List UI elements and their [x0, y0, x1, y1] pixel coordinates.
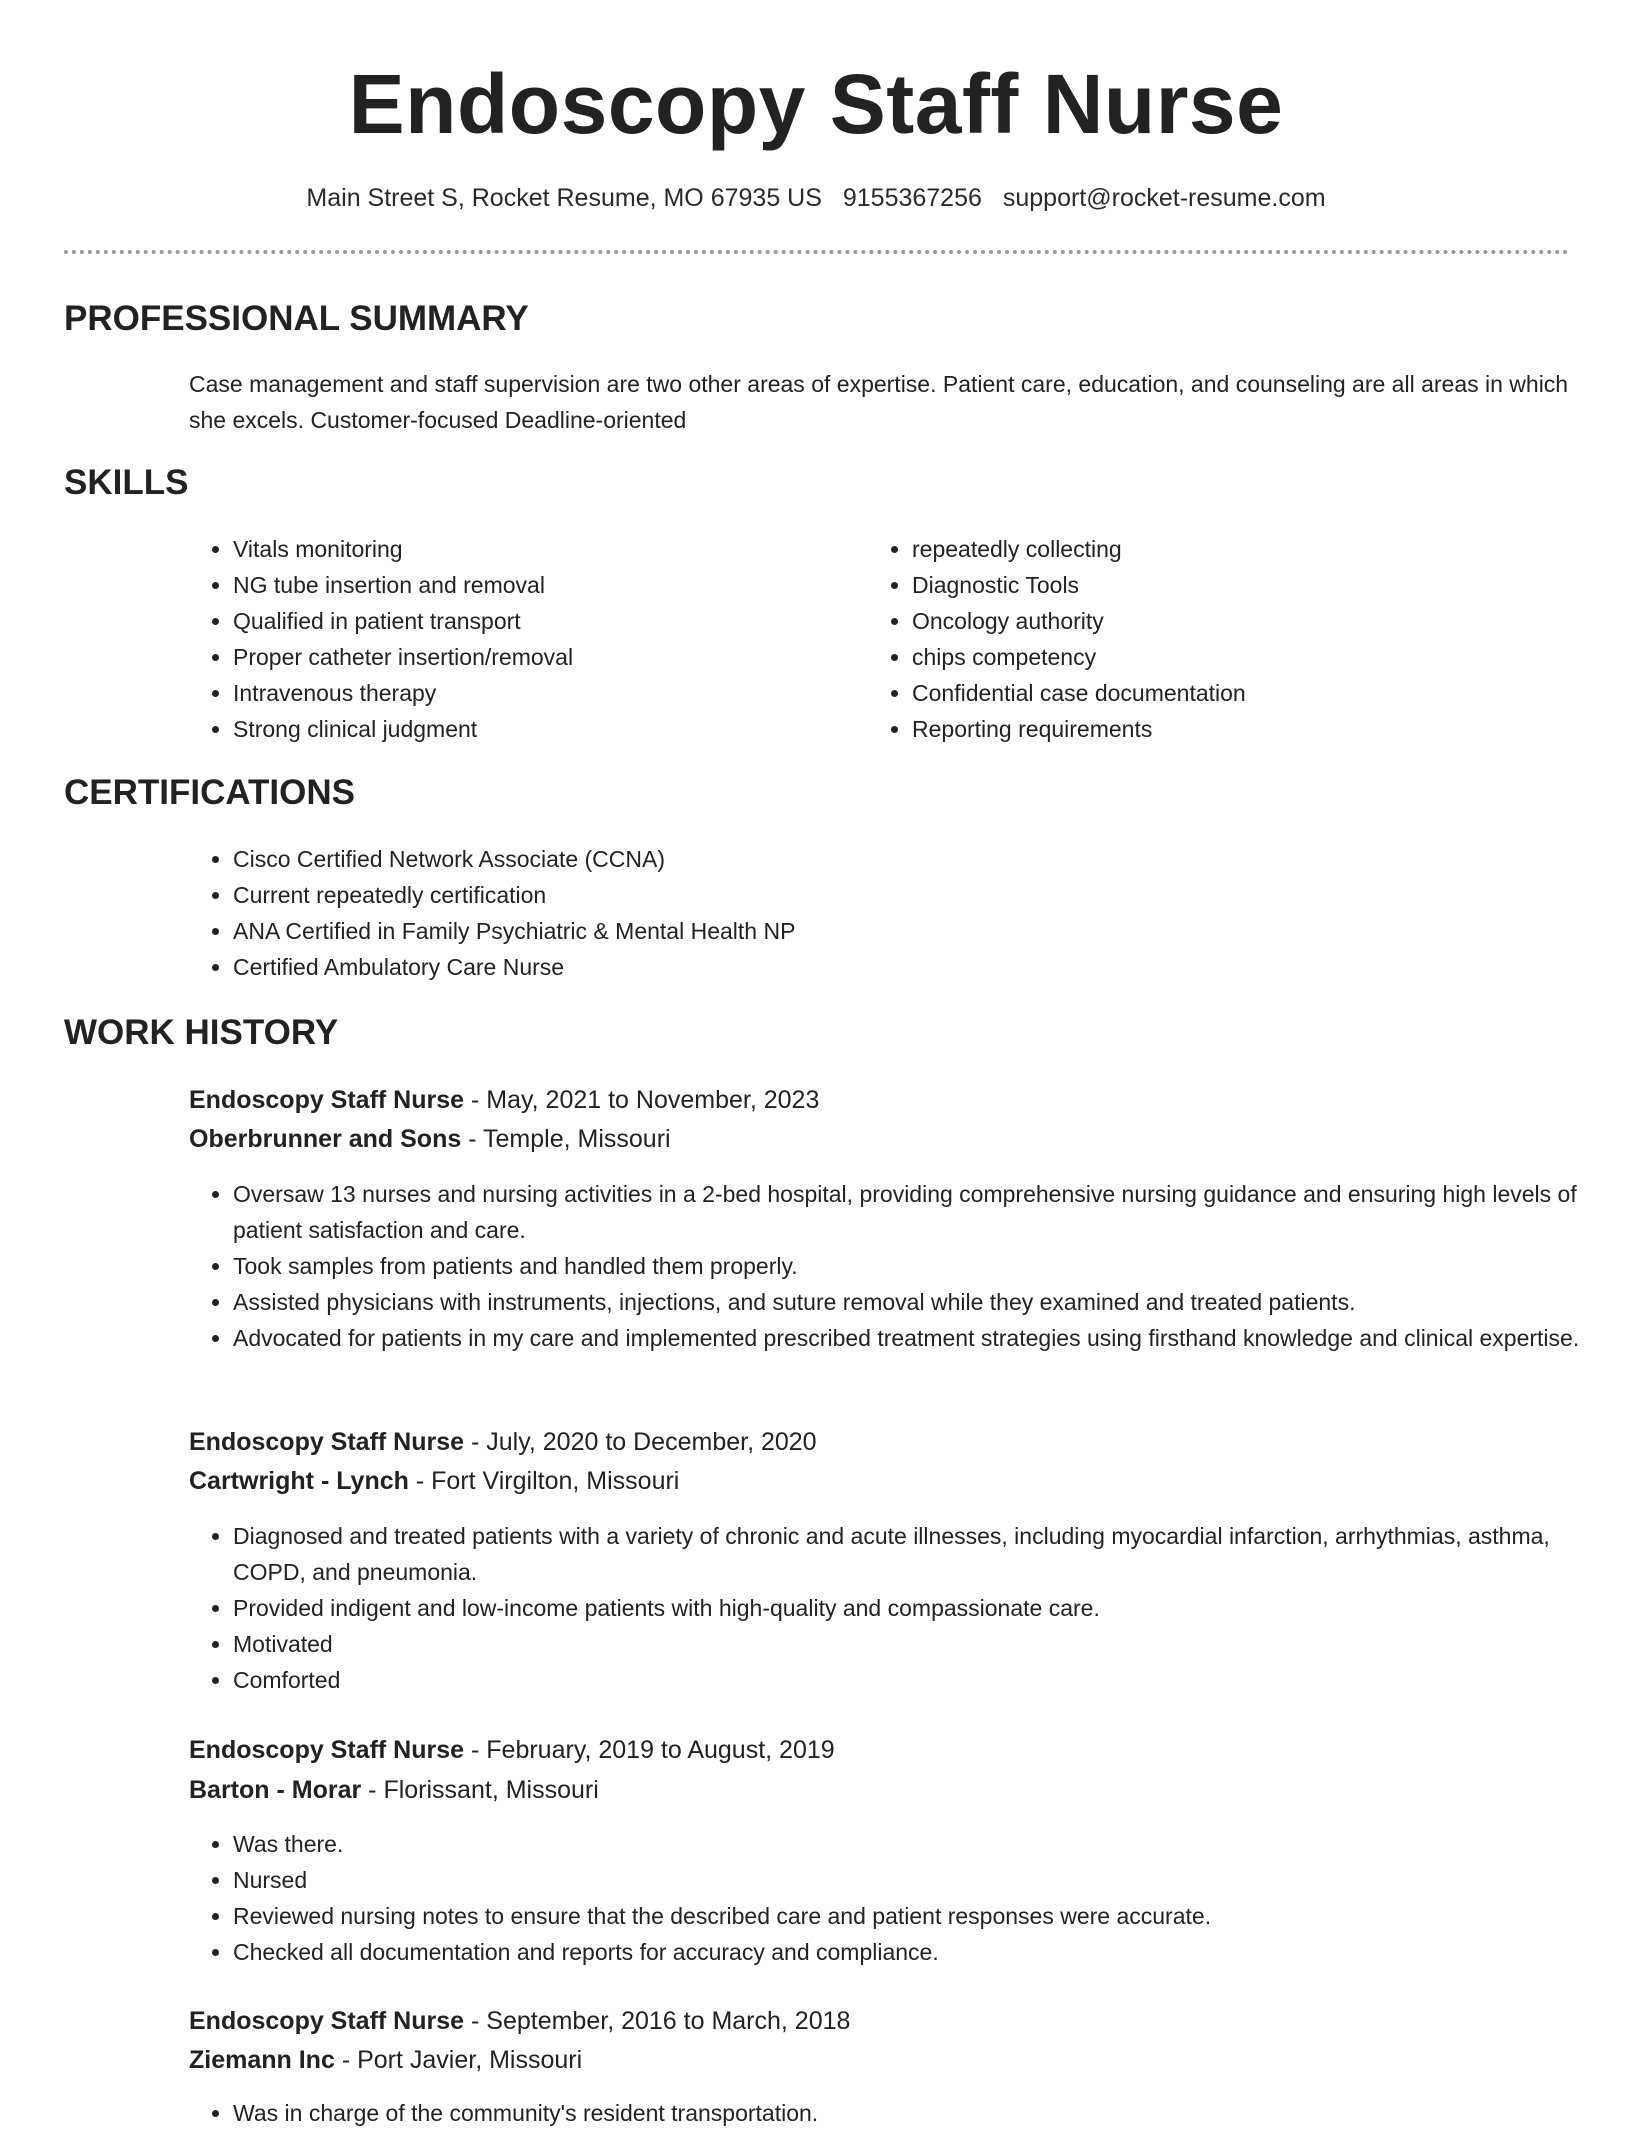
- job-bullets: [189, 2095, 1613, 2131]
- job-dates: - September, 2016 to March, 2018: [464, 2007, 851, 2035]
- skill-item: • NG tube insertion and removal: [233, 567, 853, 603]
- job-company-line: [189, 1771, 599, 1809]
- skill-item: • Proper catheter insertion/removal: [233, 639, 853, 675]
- job-role: Endoscopy Staff Nurse: [189, 1428, 465, 1456]
- certification-item: • Cisco Certified Network Associate (CCNA): [233, 841, 1563, 877]
- summary-heading: PROFESSIONAL SUMMARY: [64, 299, 529, 338]
- skills-heading: SKILLS: [64, 463, 189, 502]
- certification-item: • Certified Ambulatory Care Nurse: [233, 949, 1563, 985]
- job-bullet: • Diagnosed and treated patients with a variety of chronic and acute illnesses, including myocardial infarction, arrhythmias, asthma, COPD, and pneumonia.: [233, 1518, 1623, 1590]
- job-role: Endoscopy Staff Nurse: [189, 1086, 465, 1114]
- job-dates: - May, 2021 to November, 2023: [464, 1086, 820, 1114]
- job-bullets: [189, 1826, 1613, 1970]
- job-bullet: • Was in charge of the community's resident transportation.: [233, 2095, 1613, 2131]
- job-location: - Florissant, Missouri: [361, 1776, 599, 1804]
- job-bullet: • Took samples from patients and handled them properly.: [233, 1248, 1613, 1284]
- skill-item: • Vitals monitoring: [233, 531, 853, 567]
- job-location: - Port Javier, Missouri: [334, 2046, 583, 2074]
- job-company: Ziemann Inc: [189, 2046, 335, 2074]
- job-bullet: • Nursed: [233, 1862, 1613, 1898]
- certifications-list: [189, 841, 1563, 985]
- header-divider: [64, 250, 1569, 254]
- contact-line: [0, 181, 1632, 215]
- job-bullet: • Checked all documentation and reports for accuracy and compliance.: [233, 1934, 1613, 1970]
- job-bullet: • Oversaw 13 nurses and nursing activities in a 2-bed hospital, providing comprehensive nursing guidance and ensuring high levels of patient satisfaction and care.: [233, 1176, 1613, 1248]
- job-bullet: • Motivated: [233, 1626, 1623, 1662]
- job-title-line: [189, 1423, 817, 1461]
- job-title-line: [189, 2002, 850, 2040]
- skill-item: • Diagnostic Tools: [912, 567, 1532, 603]
- contact-address: Main Street S, Rocket Resume, MO 67935 US: [306, 184, 822, 212]
- certification-item: • ANA Certified in Family Psychiatric & Mental Health NP: [233, 913, 1563, 949]
- job-dates: - February, 2019 to August, 2019: [464, 1736, 835, 1764]
- skill-item: • Intravenous therapy: [233, 675, 853, 711]
- skills-list-left: [189, 531, 853, 747]
- job-bullet: • Assisted physicians with instruments, injections, and suture removal while they examined and treated patients.: [233, 1284, 1613, 1320]
- work-history-heading: WORK HISTORY: [64, 1013, 339, 1052]
- job-company-line: [189, 1120, 671, 1158]
- job-bullet: • Was there.: [233, 1826, 1613, 1862]
- skill-item: • Confidential case documentation: [912, 675, 1532, 711]
- job-location: - Fort Virgilton, Missouri: [408, 1467, 680, 1495]
- job-company: Cartwright - Lynch: [189, 1467, 409, 1495]
- job-bullet: • Advocated for patients in my care and implemented prescribed treatment strategies using firsthand knowledge and clinical expertise.: [233, 1320, 1613, 1356]
- job-dates: - July, 2020 to December, 2020: [464, 1428, 817, 1456]
- skill-item: • Strong clinical judgment: [233, 711, 853, 747]
- summary-text: Case management and staff supervision are two other areas of expertise. Patient care, education, and counseling are all areas in which she excels. Customer-focused Deadline-oriented: [189, 371, 1569, 433]
- job-location: - Temple, Missouri: [461, 1125, 671, 1153]
- certification-item: • Current repeatedly certification: [233, 877, 1563, 913]
- job-company: Barton - Morar: [189, 1776, 362, 1804]
- certifications-heading: CERTIFICATIONS: [64, 773, 356, 812]
- job-role: Endoscopy Staff Nurse: [189, 2007, 465, 2035]
- job-bullet: • Reviewed nursing notes to ensure that the described care and patient responses were accurate.: [233, 1898, 1613, 1934]
- skill-item: • chips competency: [912, 639, 1532, 675]
- contact-phone: 9155367256: [842, 184, 982, 212]
- job-company: Oberbrunner and Sons: [189, 1125, 462, 1153]
- skill-item: • Reporting requirements: [912, 711, 1532, 747]
- job-company-line: [189, 2041, 582, 2079]
- contact-email: support@rocket-resume.com: [1002, 184, 1326, 212]
- job-bullet: • Provided indigent and low-income patients with high-quality and compassionate care.: [233, 1590, 1623, 1626]
- job-bullets: [189, 1176, 1613, 1356]
- job-role: Endoscopy Staff Nurse: [189, 1736, 465, 1764]
- job-bullets: [189, 1518, 1623, 1698]
- job-title-line: [189, 1081, 819, 1119]
- skill-item: • Qualified in patient transport: [233, 603, 853, 639]
- job-company-line: [189, 1462, 679, 1500]
- skills-list-right: [868, 531, 1532, 747]
- job-bullet: • Comforted: [233, 1662, 1623, 1698]
- skill-item: • repeatedly collecting: [912, 531, 1532, 567]
- job-title-line: [189, 1731, 835, 1769]
- candidate-name: Endoscopy Staff Nurse: [348, 57, 1284, 151]
- skill-item: • Oncology authority: [912, 603, 1532, 639]
